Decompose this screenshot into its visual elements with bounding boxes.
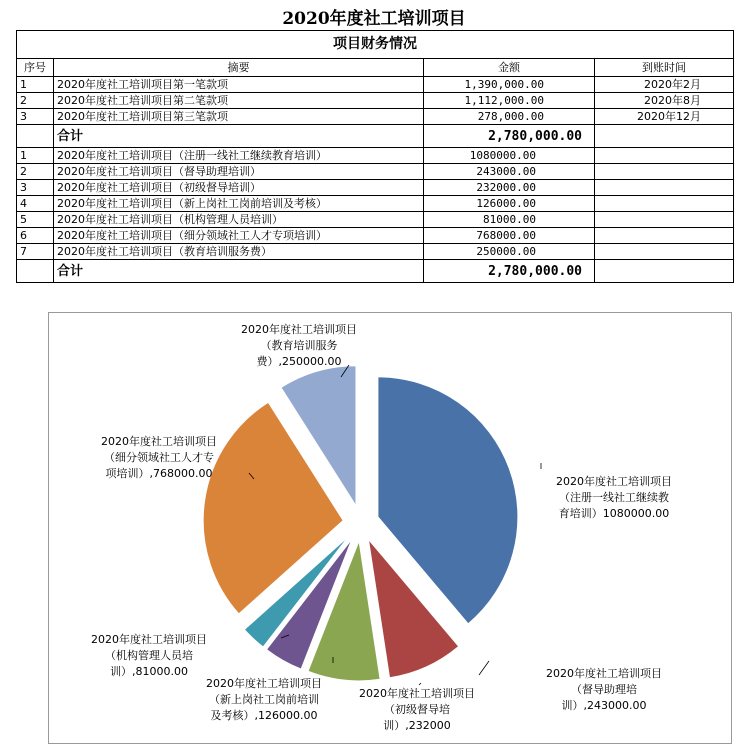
row-amount: 232000.00 xyxy=(424,180,595,196)
row-date: 2020年2月 xyxy=(595,77,734,93)
row-desc: 2020年度社工培训项目（注册一线社工继续教育培训） xyxy=(54,148,424,164)
table-header-row xyxy=(17,59,734,77)
row-date: 2020年12月 xyxy=(595,109,734,125)
total-label: 合计 xyxy=(54,125,424,148)
finance-table xyxy=(16,30,734,283)
row-desc: 2020年度社工培训项目（初级督导培训） xyxy=(54,180,424,196)
row-desc: 2020年度社工培训项目（督导助理培训） xyxy=(54,164,424,180)
row-no: 5 xyxy=(17,212,54,228)
header-desc: 摘要 xyxy=(54,59,424,77)
row-no: 3 xyxy=(17,180,54,196)
header-no: 序号 xyxy=(17,59,54,77)
pie-chart-svg xyxy=(49,313,731,743)
page-title: 2020年度社工培训项目 xyxy=(282,9,466,29)
leader-line-3 xyxy=(419,683,421,685)
row-desc: 2020年度社工培训项目（机构管理人员培训） xyxy=(54,212,424,228)
data-label-5: 2020年度社工培训项目（机构管理人员培训）,81000.00 xyxy=(91,633,207,678)
table-row xyxy=(17,109,734,125)
row-amount: 126000.00 xyxy=(424,196,595,212)
row-amount: 1,390,000.00 xyxy=(424,77,595,93)
table-total-row xyxy=(17,260,734,283)
table-row xyxy=(17,77,734,93)
row-desc: 2020年度社工培训项目第二笔款项 xyxy=(54,93,424,109)
row-desc: 2020年度社工培训项目（细分领域社工人才专项培训） xyxy=(54,228,424,244)
row-desc: 2020年度社工培训项目（教育培训服务费） xyxy=(54,244,424,260)
table-row xyxy=(17,212,734,228)
table-section-title: 项目财务情况 xyxy=(17,31,734,59)
row-desc: 2020年度社工培训项目（新上岗社工岗前培训及考核） xyxy=(54,196,424,212)
table-row xyxy=(17,228,734,244)
total2-amount: 2,780,000.00 xyxy=(424,260,595,283)
table-total-row xyxy=(17,125,734,148)
table-row xyxy=(17,180,734,196)
data-label-4: 2020年度社工培训项目（新上岗社工岗前培训及考核）,126000.00 xyxy=(206,677,322,722)
row-no: 6 xyxy=(17,228,54,244)
data-label-1: 2020年度社工培训项目（注册一线社工继续教育培训）1080000.00 xyxy=(556,475,672,520)
row-no: 2 xyxy=(17,164,54,180)
total-amount: 2,780,000.00 xyxy=(424,125,595,148)
row-date: 2020年8月 xyxy=(595,93,734,109)
row-amount: 250000.00 xyxy=(424,244,595,260)
row-desc: 2020年度社工培训项目第三笔款项 xyxy=(54,109,424,125)
data-label-7: 2020年度社工培训项目（教育培训服务费）,250000.00 xyxy=(241,323,357,368)
row-desc: 2020年度社工培训项目第一笔款项 xyxy=(54,77,424,93)
table-row xyxy=(17,196,734,212)
row-no: 4 xyxy=(17,196,54,212)
data-label-2: 2020年度社工培训项目（督导助理培训）,243000.00 xyxy=(546,667,662,712)
header-amount: 金额 xyxy=(424,59,595,77)
table-row xyxy=(17,93,734,109)
row-amount: 278,000.00 xyxy=(424,109,595,125)
row-no: 3 xyxy=(17,109,54,125)
pie-chart xyxy=(48,312,732,744)
row-amount: 243000.00 xyxy=(424,164,595,180)
row-no: 1 xyxy=(17,77,54,93)
row-no: 2 xyxy=(17,93,54,109)
total2-label: 合计 xyxy=(54,260,424,283)
table-row xyxy=(17,148,734,164)
row-amount: 768000.00 xyxy=(424,228,595,244)
row-no: 1 xyxy=(17,148,54,164)
data-label-3: 2020年度社工培训项目（初级督导培训）,232000 xyxy=(359,687,475,732)
header-date: 到账时间 xyxy=(595,59,734,77)
data-label-6: 2020年度社工培训项目（细分领域社工人才专项培训）,768000.00 xyxy=(101,435,217,480)
row-amount: 1,112,000.00 xyxy=(424,93,595,109)
row-amount: 81000.00 xyxy=(424,212,595,228)
table-row xyxy=(17,164,734,180)
table-row xyxy=(17,244,734,260)
row-amount: 1080000.00 xyxy=(424,148,595,164)
row-no: 7 xyxy=(17,244,54,260)
leader-line-2 xyxy=(479,661,489,675)
